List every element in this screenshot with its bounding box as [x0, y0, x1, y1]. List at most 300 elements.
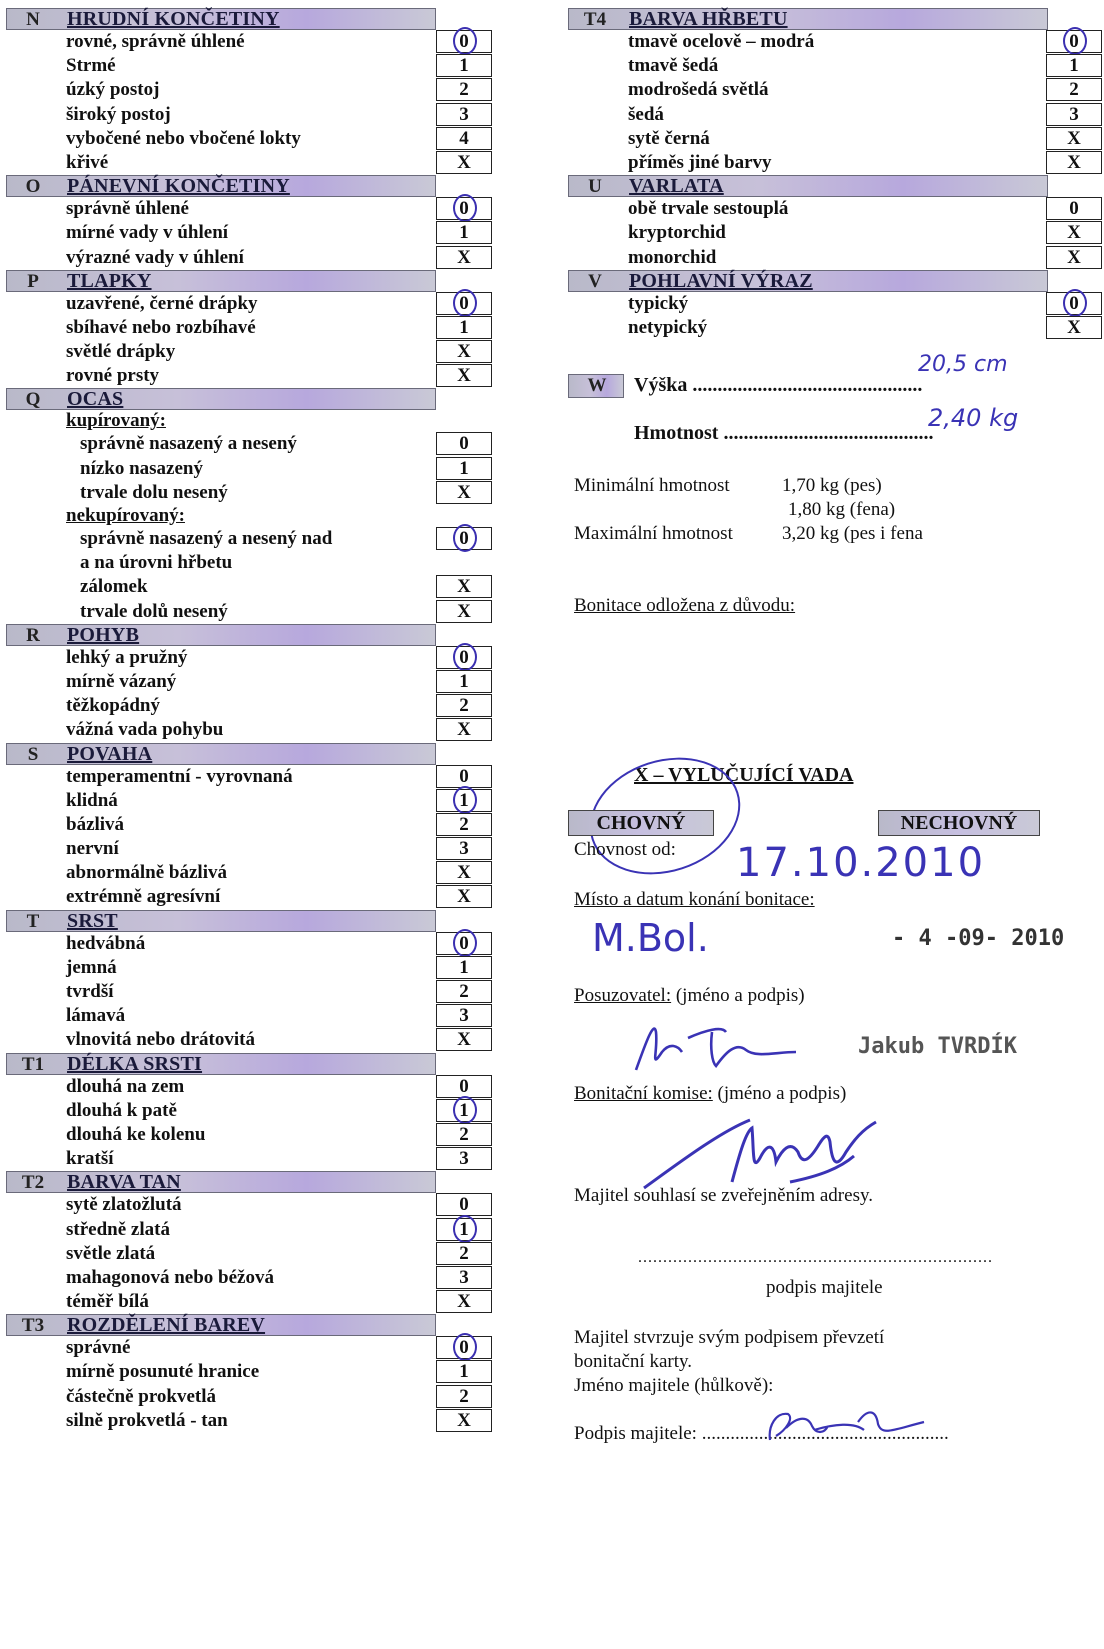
option-row — [6, 197, 494, 221]
code-box — [436, 527, 492, 550]
code-value: 3 — [459, 1148, 469, 1170]
option-row — [6, 932, 494, 956]
code-box — [436, 54, 492, 77]
option-row — [6, 551, 494, 575]
breeding-badge: CHOVNÝ — [568, 810, 714, 836]
option-row — [6, 837, 494, 861]
code-box — [436, 670, 492, 693]
min-weight-dog: 1,70 kg (pes) — [782, 475, 882, 496]
section-header-q — [6, 388, 436, 410]
option-label: správně úhlené — [66, 198, 189, 220]
option-label: tmavě ocelově – modrá — [628, 31, 815, 52]
section-title: POVAHA — [67, 742, 153, 765]
left-column — [6, 8, 494, 1433]
code-box — [436, 718, 492, 741]
section-header-t — [6, 910, 436, 932]
option-label: dlouhá na zem — [66, 1075, 185, 1097]
option-label: rovné prsty — [66, 365, 160, 387]
code-box — [1046, 30, 1102, 53]
section-title: BARVA TAN — [67, 1171, 181, 1194]
code-box — [1046, 221, 1102, 244]
option-label: nízko nasazený — [80, 457, 203, 479]
option-label: trvale dolu nesený — [80, 481, 228, 503]
section-title: PÁNEVNÍ KONČETINY — [67, 175, 290, 198]
option-row — [6, 457, 494, 481]
option-label: mahagonová nebo béžová — [66, 1266, 274, 1288]
code-value: 0 — [459, 292, 469, 314]
option-row — [568, 127, 1104, 151]
confirm-line-1: Majitel stvrzuje svým podpisem převzetí — [574, 1327, 885, 1348]
option-label: extrémně agresívní — [66, 886, 221, 908]
option-row — [6, 481, 494, 505]
code-value: 2 — [1069, 79, 1079, 101]
judge-stamp: Jakub TVRDÍK — [858, 1034, 1017, 1059]
code-box — [436, 1099, 492, 1122]
code-box — [1046, 103, 1102, 126]
code-value: X — [457, 481, 471, 503]
code-value: X — [457, 1291, 471, 1313]
code-box — [436, 575, 492, 598]
code-value: X — [1067, 316, 1081, 338]
option-label: úzký postoj — [66, 79, 160, 101]
owner-signature — [764, 1400, 934, 1446]
section-title: VARLATA — [629, 175, 724, 198]
option-row — [6, 316, 494, 340]
code-value: 0 — [459, 198, 469, 220]
option-label: šedá — [628, 103, 664, 125]
selected-circle-mark — [453, 1096, 477, 1124]
option-row — [6, 1360, 494, 1384]
code-value: 0 — [1069, 31, 1079, 52]
code-box — [436, 197, 492, 220]
code-value: 1 — [459, 1218, 469, 1240]
code-box — [436, 103, 492, 126]
weight-line: Hmotnost .......................................... — [634, 422, 934, 444]
option-row — [568, 197, 1104, 221]
code-box — [436, 221, 492, 244]
code-box — [436, 316, 492, 339]
option-label: těžkopádný — [66, 695, 160, 717]
selected-circle-mark — [453, 1215, 477, 1243]
code-value: 2 — [459, 79, 469, 101]
section-letter: T3 — [21, 1315, 45, 1337]
option-label: středně zlatá — [66, 1218, 170, 1240]
option-label: temperamentní - vyrovnaná — [66, 765, 293, 787]
code-value: 1 — [459, 457, 469, 479]
nonbreeding-badge: NECHOVNÝ — [878, 810, 1040, 836]
code-value: 1 — [459, 1099, 469, 1121]
option-row — [6, 694, 494, 718]
option-label: kratší — [66, 1148, 114, 1170]
option-label: jemná — [66, 956, 117, 978]
selected-circle-mark — [453, 27, 477, 55]
code-box — [436, 694, 492, 717]
code-box — [1046, 316, 1102, 339]
code-box — [436, 1028, 492, 1051]
code-value: 1 — [459, 670, 469, 692]
code-value: 1 — [1069, 55, 1079, 77]
section-header-t1 — [6, 1053, 436, 1075]
section-title: POHYB — [67, 623, 140, 646]
owner-signature-dots: ....................................................................... — [638, 1249, 993, 1266]
code-value: 0 — [459, 646, 469, 668]
option-label: tvrdší — [66, 981, 114, 1002]
option-row — [6, 1290, 494, 1314]
selected-circle-mark — [453, 524, 477, 552]
option-label: mírně posunuté hranice — [66, 1361, 260, 1383]
option-label: rovné, správně úhlené — [66, 31, 245, 52]
code-value: X — [457, 600, 471, 622]
code-value: 0 — [459, 932, 469, 954]
option-row — [6, 1193, 494, 1217]
breeding-since-label: Chovnost od: — [574, 839, 676, 860]
option-row — [6, 600, 494, 624]
option-row — [6, 292, 494, 316]
option-label: příměs jiné barvy — [628, 151, 772, 173]
place-date-label: Místo a datum konání bonitace: — [574, 889, 815, 910]
option-label: částečně prokvetlá — [66, 1385, 217, 1407]
selected-circle-mark — [453, 289, 477, 317]
confirm-line-2: bonitační karty. — [574, 1351, 693, 1372]
postponed-reason-label: Bonitace odložena z důvodu: — [574, 595, 796, 616]
section-letter: T — [26, 910, 40, 932]
option-label: vážná vada pohybu — [66, 719, 224, 741]
section-title: SRST — [67, 909, 118, 932]
option-label: sbíhavé nebo rozbíhavé — [66, 316, 256, 338]
section-header-u — [568, 175, 1048, 197]
selected-circle-mark — [453, 643, 477, 671]
code-value: 2 — [459, 1123, 469, 1145]
code-value: 2 — [459, 1242, 469, 1264]
option-row — [568, 292, 1104, 316]
code-value: X — [1067, 246, 1081, 268]
option-label: dlouhá ke kolenu — [66, 1123, 206, 1145]
option-label: správné — [66, 1337, 131, 1359]
code-box — [436, 1360, 492, 1383]
selected-circle-mark — [453, 194, 477, 222]
code-value: X — [1067, 127, 1081, 149]
option-label: sytě černá — [628, 127, 710, 149]
section-title: ROZDĚLENÍ BAREV — [67, 1314, 266, 1337]
code-box — [436, 861, 492, 884]
code-value: 1 — [459, 222, 469, 244]
option-label: Strmé — [66, 55, 116, 77]
option-row — [6, 30, 494, 54]
option-label: monorchid — [628, 246, 717, 268]
code-box — [436, 885, 492, 908]
code-value: X — [457, 886, 471, 908]
commission-signature — [640, 1112, 900, 1192]
section-letter: S — [27, 743, 39, 765]
option-row — [6, 432, 494, 456]
option-label: správně nasazený a nesený — [80, 433, 297, 455]
code-box — [436, 151, 492, 174]
option-row — [6, 1099, 494, 1123]
section-letter: T2 — [21, 1172, 45, 1194]
code-box — [436, 646, 492, 669]
code-value: X — [457, 862, 471, 884]
right-column — [568, 8, 1104, 340]
consent-text: Majitel souhlasí se zveřejněním adresy. — [574, 1185, 873, 1206]
weight-value: 2,40 kg — [928, 404, 1019, 432]
option-row — [6, 885, 494, 909]
option-row — [6, 765, 494, 789]
option-label: vybočené nebo vbočené lokty — [66, 127, 301, 149]
section-title: DÉLKA SRSTI — [67, 1052, 203, 1075]
option-label: světle zlatá — [66, 1242, 156, 1264]
option-row — [6, 956, 494, 980]
judge-label: Posuzovatel: (jméno a podpis) — [574, 985, 805, 1006]
code-box — [436, 789, 492, 812]
subsection-label: kupírovaný: — [66, 410, 166, 432]
code-box — [436, 457, 492, 480]
code-box — [436, 78, 492, 101]
code-value: 3 — [459, 838, 469, 860]
option-label: hedvábná — [66, 932, 146, 954]
owner-signature-field: Podpis majitele: .................................................... — [574, 1423, 949, 1444]
section-letter: V — [588, 270, 602, 292]
option-label: trvale dolů nesený — [80, 600, 228, 622]
option-label: široký postoj — [66, 103, 171, 125]
option-label: téměř bílá — [66, 1291, 149, 1313]
section-header-n — [6, 8, 436, 30]
section-header-r — [6, 624, 436, 646]
code-value: X — [1067, 222, 1081, 244]
code-box — [436, 1409, 492, 1432]
exclusion-legend: X – VYLUČUJÍCÍ VADA — [634, 764, 854, 786]
code-box — [1046, 54, 1102, 77]
code-box — [436, 127, 492, 150]
code-value: X — [1067, 151, 1081, 173]
option-row — [6, 54, 494, 78]
code-value: 1 — [459, 316, 469, 338]
option-row — [6, 789, 494, 813]
option-label: nervní — [66, 838, 119, 860]
code-box — [436, 30, 492, 53]
commission-label: Bonitační komise: (jméno a podpis) — [574, 1083, 847, 1104]
code-value: 3 — [459, 1266, 469, 1288]
option-label: kryptorchid — [628, 222, 726, 244]
option-row — [6, 221, 494, 245]
option-row — [6, 575, 494, 599]
code-box — [436, 246, 492, 269]
section-letter: T4 — [583, 9, 607, 30]
section-letter: U — [588, 176, 602, 198]
option-label: mírně vázaný — [66, 670, 177, 692]
owner-name-label: Jméno majitele (hůlkově): — [574, 1375, 774, 1396]
option-row — [568, 103, 1104, 127]
max-weight-value: 3,20 kg (pes i fena — [782, 523, 923, 544]
option-label: modrošedá světlá — [628, 79, 769, 101]
code-value: X — [457, 1409, 471, 1431]
code-value: X — [457, 719, 471, 741]
option-label: netypický — [628, 316, 708, 338]
code-box — [436, 932, 492, 955]
code-box — [436, 1123, 492, 1146]
option-row — [6, 980, 494, 1004]
option-label: lámavá — [66, 1005, 126, 1027]
option-label: uzavřené, černé drápky — [66, 292, 258, 314]
code-value: 2 — [459, 695, 469, 717]
code-box — [436, 1004, 492, 1027]
code-value: 0 — [459, 765, 469, 787]
option-label: bázlivá — [66, 813, 125, 835]
selected-circle-mark — [1063, 289, 1087, 317]
section-title: TLAPKY — [67, 269, 152, 292]
breeding-since-value: 17.10.2010 — [736, 840, 986, 886]
code-box — [436, 481, 492, 504]
code-value: 0 — [459, 1075, 469, 1097]
code-value: 0 — [459, 528, 469, 549]
option-row — [568, 78, 1104, 102]
code-box — [436, 956, 492, 979]
option-row — [6, 1123, 494, 1147]
option-row — [6, 127, 494, 151]
code-box — [436, 432, 492, 455]
option-label: zálomek — [80, 576, 148, 598]
code-value: X — [457, 1029, 471, 1051]
code-box — [436, 765, 492, 788]
code-box — [436, 1075, 492, 1098]
min-weight-label: Minimální hmotnost — [574, 475, 730, 496]
code-value: 0 — [1069, 292, 1079, 314]
section-header-v — [568, 270, 1048, 292]
code-value: 3 — [1069, 103, 1079, 125]
option-row — [568, 246, 1104, 270]
option-row — [6, 1218, 494, 1242]
option-label: křivé — [66, 151, 109, 173]
code-value: X — [457, 341, 471, 363]
section-letter: O — [25, 176, 41, 198]
owner-signature-label: podpis majitele — [766, 1277, 883, 1298]
code-box — [436, 1385, 492, 1408]
code-value: 2 — [459, 1385, 469, 1407]
selected-circle-mark — [453, 929, 477, 957]
code-value: 0 — [1069, 198, 1079, 220]
option-label: mírné vady v úhlení — [66, 222, 229, 244]
section-header-t4 — [568, 8, 1048, 30]
code-value: 1 — [459, 1361, 469, 1383]
section-header-p — [6, 270, 436, 292]
option-label: silně prokvetlá - tan — [66, 1409, 228, 1431]
option-row — [6, 1075, 494, 1099]
option-label: typický — [628, 292, 689, 314]
code-value: 3 — [459, 1005, 469, 1027]
option-label: vlnovitá nebo drátovitá — [66, 1029, 255, 1051]
section-title: HRUDNÍ KONČETINY — [67, 8, 280, 30]
option-label: sytě zlatožlutá — [66, 1194, 182, 1216]
option-row — [6, 1385, 494, 1409]
option-row — [6, 1242, 494, 1266]
code-box — [436, 292, 492, 315]
code-value: 2 — [459, 813, 469, 835]
subsection-label: nekupírovaný: — [66, 505, 185, 526]
section-header-o — [6, 175, 436, 197]
section-letter: Q — [25, 389, 41, 411]
section-header-s — [6, 743, 436, 765]
option-row — [568, 54, 1104, 78]
code-value: 4 — [459, 127, 469, 149]
option-row — [6, 646, 494, 670]
section-letter: P — [27, 270, 39, 292]
option-label: výrazné vady v úhlení — [66, 246, 244, 268]
code-value: X — [457, 365, 471, 387]
subsection-row — [6, 410, 494, 432]
option-row — [568, 151, 1104, 175]
code-box — [1046, 151, 1102, 174]
code-box — [436, 364, 492, 387]
section-title: OCAS — [67, 388, 124, 411]
option-label: a na úrovni hřbetu — [80, 552, 233, 574]
code-value: 0 — [459, 1194, 469, 1216]
subsection-row — [6, 505, 494, 527]
code-box — [1046, 127, 1102, 150]
option-label: dlouhá k patě — [66, 1099, 177, 1121]
code-value: 1 — [459, 956, 469, 978]
option-label: klidná — [66, 789, 118, 811]
code-value: 0 — [459, 1337, 469, 1359]
judge-signature — [626, 1012, 826, 1074]
option-row — [6, 670, 494, 694]
code-value: 0 — [459, 433, 469, 455]
option-row — [6, 527, 494, 551]
code-value: 2 — [459, 981, 469, 1002]
option-label: abnormálně bázlivá — [66, 862, 227, 884]
date-stamp: - 4 -09- 2010 — [892, 926, 1065, 951]
option-row — [6, 151, 494, 175]
option-row — [6, 1409, 494, 1433]
option-row — [6, 340, 494, 364]
code-box — [436, 1290, 492, 1313]
code-box — [436, 1147, 492, 1170]
section-header-t3 — [6, 1314, 436, 1336]
code-box — [1046, 197, 1102, 220]
selected-circle-mark — [453, 1333, 477, 1361]
code-box — [436, 1242, 492, 1265]
code-value: 0 — [459, 31, 469, 52]
height-value: 20,5 cm — [918, 352, 1008, 377]
code-value: 1 — [459, 789, 469, 811]
section-letter: N — [26, 9, 40, 30]
code-box — [1046, 292, 1102, 315]
section-title: BARVA HŘBETU — [629, 8, 788, 30]
option-row — [6, 246, 494, 270]
min-weight-bitch: 1,80 kg (fena) — [788, 499, 896, 520]
option-label: obě trvale sestouplá — [628, 198, 789, 220]
option-label: správně nasazený a nesený nad — [80, 528, 333, 549]
option-label: světlé drápky — [66, 341, 176, 363]
code-value: 3 — [459, 103, 469, 125]
option-row — [6, 718, 494, 742]
option-row — [6, 1147, 494, 1171]
code-box — [436, 813, 492, 836]
code-box — [436, 980, 492, 1003]
option-row — [6, 78, 494, 102]
code-box — [1046, 246, 1102, 269]
selected-circle-mark — [453, 786, 477, 814]
max-weight-label: Maximální hmotnost — [574, 523, 733, 544]
code-box — [436, 1336, 492, 1359]
section-letter: R — [26, 624, 40, 646]
w-letter-box: W — [568, 374, 624, 398]
code-box — [436, 1193, 492, 1216]
option-row — [6, 1028, 494, 1052]
code-box — [436, 340, 492, 363]
code-box — [436, 600, 492, 623]
section-header-t2 — [6, 1171, 436, 1193]
option-row — [568, 221, 1104, 245]
option-row — [568, 30, 1104, 54]
